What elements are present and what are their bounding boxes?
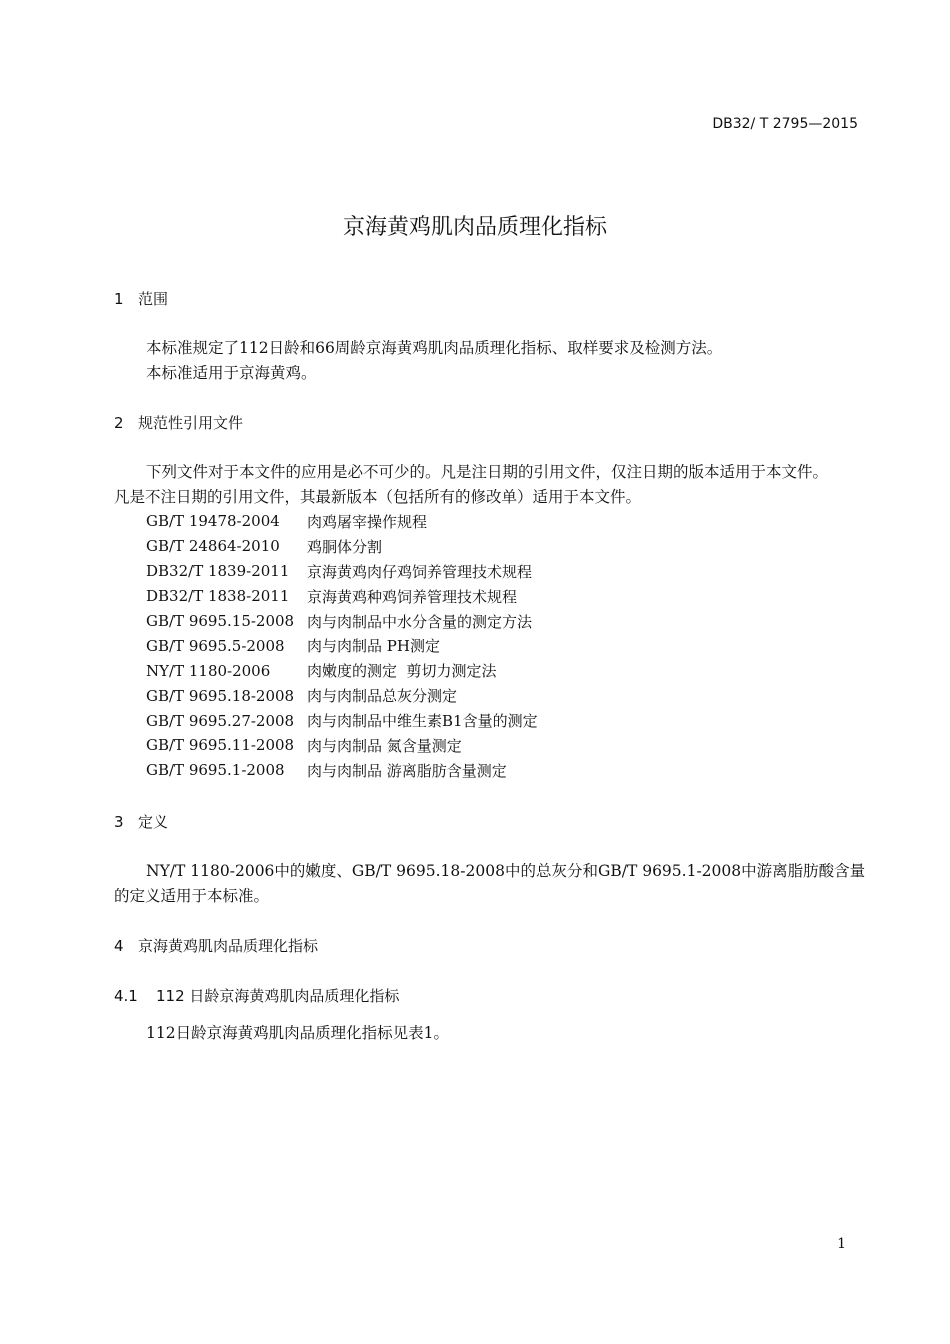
reference-title: 京海黄鸡种鸡饲养管理技术规程	[307, 587, 518, 606]
section-1-paragraph-2: 本标准适用于京海黄鸡。	[146, 364, 317, 382]
reference-item	[146, 758, 538, 783]
normative-references-list	[146, 509, 538, 783]
reference-item	[146, 509, 538, 534]
reference-item	[146, 733, 538, 758]
reference-code: GB/T 9695.1-2008	[146, 761, 285, 780]
reference-title: 京海黄鸡肉仔鸡饲养管理技术规程	[307, 562, 533, 581]
reference-item	[146, 559, 538, 584]
reference-item	[146, 584, 538, 609]
reference-code: DB32/T 1838-2011	[146, 587, 290, 606]
section-title: 京海黄鸡肌肉品质理化指标	[138, 937, 319, 955]
page-number: 1	[837, 1236, 846, 1252]
subsection-title: 112 日龄京海黄鸡肌肉品质理化指标	[156, 987, 400, 1005]
reference-title: 鸡胴体分割	[307, 537, 383, 556]
section-number: 2	[114, 414, 124, 432]
reference-code: DB32/T 1839-2011	[146, 562, 290, 581]
section-number: 4	[114, 937, 124, 955]
section-number: 1	[114, 290, 124, 308]
reference-code: GB/T 24864-2010	[146, 537, 280, 556]
reference-title: 肉与肉制品总灰分测定	[307, 687, 458, 706]
section-3-paragraph-line-1: NY/T 1180-2006中的嫩度、GB/T 9695.18-2008中的总灰分和GB/T 9695.1-2008中游离脂肪酸含量	[146, 862, 866, 880]
reference-title: 肉与肉制品中维生素B1含量的测定	[307, 712, 538, 731]
subsection-4-1-paragraph: 112日龄京海黄鸡肌肉品质理化指标见表1。	[146, 1024, 449, 1042]
reference-item	[146, 658, 538, 683]
section-title: 规范性引用文件	[138, 414, 244, 432]
reference-title: 肉与肉制品中水分含量的测定方法	[307, 612, 533, 631]
reference-title: 肉与肉制品 氮含量测定	[307, 736, 462, 755]
reference-item	[146, 609, 538, 634]
section-1-heading	[114, 288, 168, 309]
reference-title: 肉鸡屠宰操作规程	[307, 512, 428, 531]
section-title: 定义	[138, 813, 169, 831]
reference-title: 肉与肉制品 PH测定	[307, 637, 440, 656]
section-3-heading	[114, 811, 168, 832]
reference-item	[146, 534, 538, 559]
section-2-paragraph-line-2: 凡是不注日期的引用文件，其最新版本（包括所有的修改单）适用于本文件。	[114, 488, 642, 506]
reference-item	[146, 708, 538, 733]
reference-code: GB/T 9695.5-2008	[146, 636, 285, 655]
section-1-paragraph-1: 本标准规定了112日龄和66周龄京海黄鸡肌肉品质理化指标、取样要求及检测方法。	[146, 339, 723, 357]
section-number: 3	[114, 813, 124, 831]
subsection-number: 4.1	[114, 987, 138, 1005]
reference-code: GB/T 9695.15-2008	[146, 612, 295, 630]
section-title: 范围	[138, 290, 169, 308]
section-3-paragraph-line-2: 的定义适用于本标准。	[114, 887, 270, 905]
subsection-4-1-heading	[114, 985, 399, 1006]
reference-title: 肉嫩度的测定 剪切力测定法	[307, 662, 497, 681]
document-title: 京海黄鸡肌肉品质理化指标	[342, 215, 607, 240]
section-2-paragraph-line-1: 下列文件对于本文件的应用是必不可少的。凡是注日期的引用文件，仅注日期的版本适用于本文件。	[146, 463, 829, 481]
reference-item	[146, 633, 538, 658]
reference-title: 肉与肉制品 游离脂肪含量测定	[307, 761, 507, 780]
reference-code: GB/T 9695.11-2008	[146, 736, 295, 755]
section-2-heading	[114, 412, 243, 433]
reference-code: GB/T 9695.27-2008	[146, 711, 295, 730]
standard-number: DB32/ T 2795—2015	[712, 116, 858, 132]
section-4-heading	[114, 935, 318, 956]
reference-item	[146, 683, 538, 708]
reference-code: NY/T 1180-2006	[146, 661, 271, 680]
reference-code: GB/T 19478-2004	[146, 512, 280, 531]
reference-code: GB/T 9695.18-2008	[146, 686, 295, 705]
